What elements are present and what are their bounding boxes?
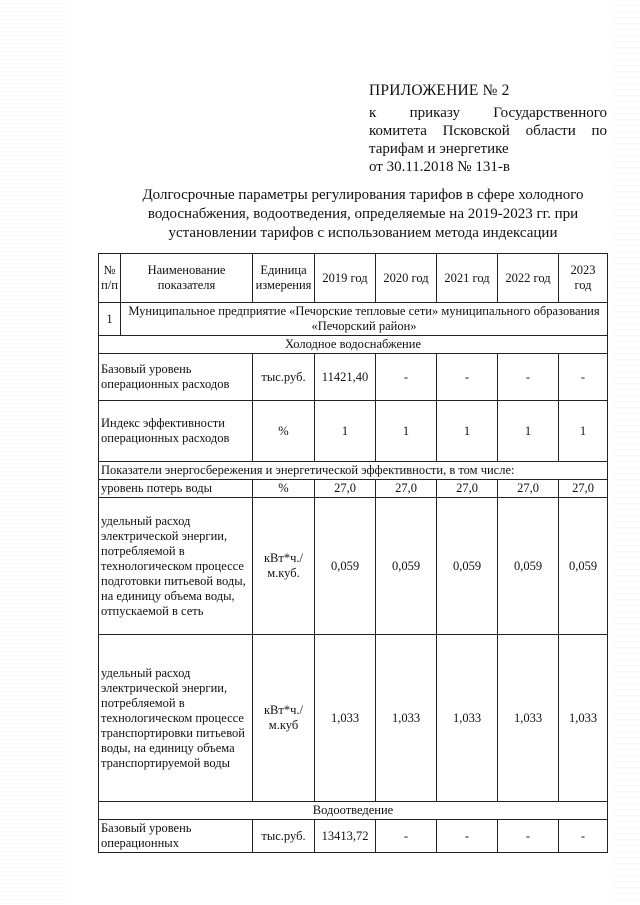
row-unit: кВт*ч./м.куб: [253, 635, 315, 802]
cell-2022: 27,0: [498, 480, 559, 498]
header-unit: Единица измерения: [253, 254, 315, 303]
cell-2019: 11421,40: [315, 354, 376, 401]
row-name: уровень потерь воды: [99, 480, 253, 498]
cell-2022: 1,033: [498, 635, 559, 802]
header-num: № п/п: [99, 254, 121, 303]
scan-edge-left: [0, 0, 70, 905]
cell-2023: 1,033: [559, 635, 608, 802]
cell-2020: -: [376, 354, 437, 401]
cell-2019: 13413,72: [315, 820, 376, 853]
section-water: Холодное водоснабжение: [99, 336, 608, 354]
cell-2022: -: [498, 820, 559, 853]
cell-2020: 1: [376, 401, 437, 462]
org-row: [99, 303, 608, 336]
section-sewer: Водоотведение: [99, 802, 608, 820]
appendix-title: ПРИЛОЖЕНИЕ № 2: [369, 82, 510, 99]
table-row: [99, 401, 608, 462]
cell-2023: 27,0: [559, 480, 608, 498]
row-name: Базовый уровень операционных: [99, 820, 253, 853]
cell-2021: 1: [437, 401, 498, 462]
row-name: Индекс эффективности операционных расходов: [99, 401, 253, 462]
cell-2020: 1,033: [376, 635, 437, 802]
appendix-line-4: от 30.11.2018 № 131-в: [369, 159, 510, 175]
document-title: Долгосрочные параметры регулирования тарифов в сфере холодного водоснабжения, водоотведения, определяемые на 2019-2023 гг. при установлении тарифов с использованием метода индексации: [142, 187, 584, 241]
row-unit: тыс.руб.: [253, 354, 315, 401]
cell-2020: 0,059: [376, 498, 437, 635]
section-row-water: [99, 336, 608, 354]
header-2019: 2019 год: [315, 254, 376, 303]
row-unit: тыс.руб.: [253, 820, 315, 853]
table-row: [99, 498, 608, 635]
cell-2022: 1: [498, 401, 559, 462]
cell-2019: 1: [315, 401, 376, 462]
energy-header: Показатели энергосбережения и энергетической эффективности, в том числе:: [99, 462, 608, 480]
cell-2023: 1: [559, 401, 608, 462]
table-row: [99, 635, 608, 802]
row-name: удельный расход электрической энергии, потребляемой в технологическом процессе подготовки питьевой воды, на единицу объема воды, отпускаемой в сеть: [99, 498, 253, 635]
header-name: Наименование показателя: [121, 254, 253, 303]
table-header-row: [99, 254, 608, 303]
scan-edge-right: [612, 0, 640, 905]
parameters-table: [98, 253, 608, 853]
row-name: удельный расход электрической энергии, потребляемой в технологическом процессе транспортировки питьевой воды, на единицу объема транспортируемой воды: [99, 635, 253, 802]
cell-2022: 0,059: [498, 498, 559, 635]
org-num: 1: [99, 303, 121, 336]
cell-2021: -: [437, 354, 498, 401]
cell-2022: -: [498, 354, 559, 401]
cell-2023: 0,059: [559, 498, 608, 635]
cell-2023: -: [559, 354, 608, 401]
appendix-line-3: тарифам и энергетике: [369, 141, 509, 157]
header-2020: 2020 год: [376, 254, 437, 303]
cell-2023: -: [559, 820, 608, 853]
org-name: Муниципальное предприятие «Печорские тепловые сети» муниципального образования «Печорский район»: [121, 303, 608, 336]
table-row: [99, 354, 608, 401]
cell-2019: 27,0: [315, 480, 376, 498]
table-row: [99, 820, 608, 853]
row-unit: %: [253, 401, 315, 462]
cell-2021: 1,033: [437, 635, 498, 802]
header-2022: 2022 год: [498, 254, 559, 303]
header-2023: 2023 год: [559, 254, 608, 303]
row-unit: кВт*ч./м.куб.: [253, 498, 315, 635]
header-2021: 2021 год: [437, 254, 498, 303]
cell-2021: 27,0: [437, 480, 498, 498]
row-name: Базовый уровень операционных расходов: [99, 354, 253, 401]
appendix-line-1: к приказу Государственного: [369, 105, 607, 121]
cell-2020: -: [376, 820, 437, 853]
cell-2021: 0,059: [437, 498, 498, 635]
row-unit: %: [253, 480, 315, 498]
cell-2021: -: [437, 820, 498, 853]
section-row-sewer: [99, 802, 608, 820]
cell-2020: 27,0: [376, 480, 437, 498]
table-row: [99, 480, 608, 498]
energy-header-row: [99, 462, 608, 480]
appendix-line-2: комитета Псковской области по: [369, 123, 607, 139]
cell-2019: 0,059: [315, 498, 376, 635]
cell-2019: 1,033: [315, 635, 376, 802]
appendix-block: [369, 82, 607, 176]
